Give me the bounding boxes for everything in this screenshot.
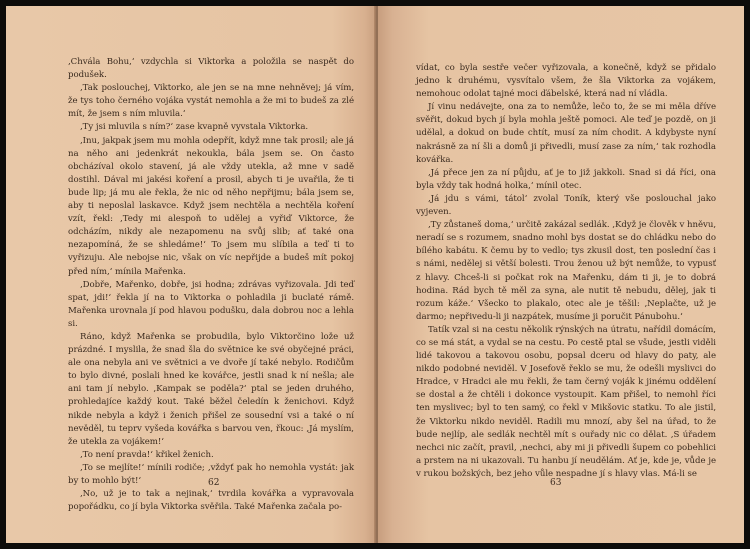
left-page [6, 6, 376, 543]
paragraph: Jí vinu nedávejte, ona za to nemůže, lečo to, že se mi měla dříve svěřit, dokud bych jí byla mohla ještě pomoci. Ale teď je pozdě, on ji udělal, a dokud on bude chtít, musí za ním chodit. A kdybyste nyní nakrásně za ní šli a domů ji přivedli, musí zase za ním,‘ tak rozhodla kovářka. [416, 102, 716, 165]
paragraph: ‚To se mejlíte!‘ mínili rodiče; ‚vždyť pak ho nemohla vystát: jak by to mohlo být!‘ [68, 462, 354, 486]
paragraph: ‚Já jdu s vámi, tátol‘ zvolal Toník, který vše poslouchal jako vyjeven. [416, 193, 716, 218]
paragraph: ‚Ty jsi mluvila s ním?‘ zase kvapně vyvstala Viktorka. [80, 122, 309, 133]
right-page [378, 6, 744, 543]
paragraph: ‚Inu, jakpak jsem mu mohla odepřít, když mne tak prosil; ale já na něho ani jedenkrát nekoukla, bála jsem se. On často obcházíval okolo stavení, já ale vždy utekla, až mne v sadě dostihl. Dával mi jakési koření a prosil, abych ti je uvařila, že ti bude lip; já mu ale řekla, že nic od něho nepřijmu; bála jsem se, aby ti neposlal laskavce. Když jsem nechtěla a nechtěla koření vzít, řekl: ‚Tedy mi alespoň to udělej a vyřiď Viktorce, že odcházím, nikdy ale nezapomenu na svůj slib; ať také ona nezapomíná, že se shledáme!‘ To jsem mu slíbila a teď ti to vyřizuju. Ale nebojse nic, však on víc nepřijde a budeš mít pokoj před ním,‘ mínila Mařenka. [68, 135, 354, 277]
paragraph: ‚Dobře, Mařenko, dobře, jsi hodna; zdrávas vyřizovala. Jdi teď spat, jdi!‘ řekla jí na to Viktorka o pohladila ji buclaté rámě. Mařenka urovnala jí pod hlavou podušku, dala dobrou noc a lehla si. [68, 279, 354, 329]
paragraph: ‚Tak poslouchej, Viktorko, ale jen se na mne nehněvej; já vím, že tys toho černého vojáka vystát nemohla a že mi to budeš za zlé mít, že jsem s ním mluvila.‘ [68, 83, 354, 120]
paragraph: ‚Chvála Bohu,‘ vzdychla si Viktorka a položila se naspět do podušek. [68, 57, 354, 81]
page-number: 63 [550, 478, 562, 488]
page-number: 62 [208, 478, 220, 488]
paragraph: Tatík vzal si na cestu několik rýnských na útratu, nařídil domácím, co se má stát, a vydal se na cestu. Po cestě ptal se všude, jestli viděli lidé takovou a takovou osobu, popsal dceru od hlavy do paty, ale nikdo podobné neviděl. V Josefově řeklo se mu, že odešli myslivci do Hradce, v Hradci ale mu řekli, že tam černý voják k jinému oddělení se dostal a že chtěli i dokonce vystoupit. Kam přišel, to nemohl říci ten myslivec; byl to ten samý, co řekl v Mikšovic statku. To ale jistil, že Viktorku nikdo neviděl. Radili mu mnozí, aby šel na úřad, to že bude nejlíp, ale sedlák nechtěl mít s ouřady nic co dělat. ‚S úřadem nechci nic začít, pravil, ‚nechci, aby mi ji přivedli šupem co pobehlici a prstem na ni ukazovali. Tu hanbu jí neudělám. Ať je, kde je, vůde je v rukou božských, bez jeho vůle nespadne jí s hlavy vlas. Má-li se [416, 324, 716, 479]
paragraph: Ráno, když Mařenka se probudila, bylo Viktorčino lože už prázdné. I myslila, že snad šla do světnice ke své obyčejné práci, ale ona nebyla ani ve světnici a ve dvoře jí také nebylo. Rodičům to bylo divné, poslali hned ke kovářce, jestli snad k ní nešla; ale ani tam jí nebylo. ‚Kampak se poděla?‘ ptal se jeden druhého, prohledajíce každý kout. Také běžel čeledín k ženichovi. Když nikde nebyla a když i ženich přišel ze sousední vsi a také o ní nevěděl, tu teprv vyšeda kovářka s barvou ven, řkouc: ‚Já myslím, že utekla za vojákem!‘ [68, 331, 354, 447]
right-page-text [416, 62, 716, 481]
paragraph: ‚Ty zůstaneš doma,‘ určitě zakázal sedlák. ‚Když je člověk v hněvu, neradí se s rozumem, snadno mohl bys dostat se do chládku nebo do bílého kabátu. K čemu by to vedlo; tys zkusil dost, ten poslední čas i s námi, nedělej si větší bolesti. Trou ženou už být nemůže, to vypusť z hlavy. Chceš-li si počkat rok na Mařenku, dám ti ji, je to dobrá hodina. Rád bych tě měl za syna, ale nutit tě nebudu, dělej, jak ti rozum káže.‘ Všecko to plakalo, otec ale je těšil: ‚Neplačte, už je darmo; nepřivedu-li ji nazpátek, musíme ji poručit Pánubohu.‘ [416, 220, 716, 322]
paragraph: ‚Já přece jen za ní půjdu, ať je to již jakkoli. Snad si dá říci, ona byla vždy tak hodná holka,‘ mínil otec. [416, 167, 716, 191]
paragraph: vídat, co byla sestře večer vyřizovala, a konečně, když se přidalo jedno k druhému, vysvítalo všem, že šla Viktorka za vojákem, nemohouc odolat tajné moci ďábelské, která nad ní vládla. [416, 63, 716, 100]
left-page-text [68, 56, 354, 514]
book-spread [6, 6, 744, 543]
paragraph: ‚To není pravda!‘ křikel ženich. [80, 449, 214, 460]
paragraph: ‚No, už je to tak a nejinak,‘ tvrdila kovářka a vypravovala popořádku, co jí byla Viktorka svěřila. Také Mařenka začala po- [68, 489, 354, 513]
